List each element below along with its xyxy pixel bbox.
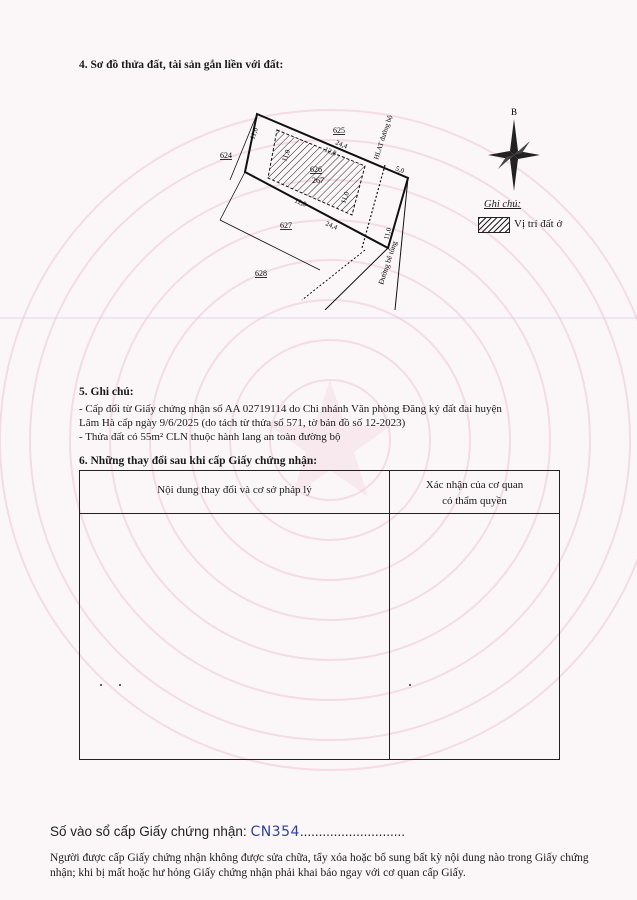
svg-text:T: T	[493, 147, 497, 153]
svg-text:B: B	[511, 107, 518, 117]
registry-number-line	[50, 824, 405, 840]
boundary-627	[220, 172, 245, 220]
parcel-label-625: 625	[333, 126, 345, 135]
legend-hatch-swatch	[478, 217, 510, 233]
section5-notes	[79, 402, 579, 444]
section6-title: 6. Những thay đổi sau khi cấp Giấy chứng nhận:	[79, 455, 318, 467]
warning-text: Người được cấp Giấy chứng nhận không được sửa chữa, tẩy xóa hoặc bổ sung bất kỳ nội dung nào trong Giấy chứng nhận; khi bị mất hoặc hư hỏng Giấy chứng nhận phải khai báo ngay với cơ quan cấp Giấy.	[50, 852, 589, 879]
registry-label: Số vào sổ cấp Giấy chứng nhận:	[50, 824, 247, 839]
compass-rose-icon	[482, 105, 546, 197]
speck	[409, 684, 411, 686]
note-line-3: - Thửa đất có 55m² CLN thuộc hành lang an toàn đường bộ	[79, 431, 341, 443]
road-edge-dotted	[302, 250, 365, 300]
boundary-624	[230, 114, 257, 180]
parcel-label-624: 624	[220, 151, 232, 160]
boundary-628	[220, 220, 320, 270]
note-line-1: - Cấp đổi từ Giấy chứng nhận số AA 02719114 do Chi nhánh Văn phòng Đăng ký đất đai huyện	[79, 403, 502, 415]
parcel-diagram	[190, 100, 450, 310]
road-label: Đường bê tông	[376, 239, 399, 286]
svg-text:Đ: Đ	[527, 147, 532, 153]
hlat-label: HLAT đường bộ	[372, 114, 395, 161]
hlat-line	[362, 165, 385, 248]
svg-text:N: N	[517, 171, 522, 177]
dim-inner-left: 11,0	[280, 148, 292, 163]
registry-number: CN354	[250, 824, 300, 840]
parcel-label-267: 267	[312, 176, 324, 185]
dim-5: 5,0	[394, 164, 406, 176]
speck	[100, 684, 102, 686]
changes-table	[79, 470, 560, 760]
dim-top-12: 12,8	[323, 145, 338, 158]
note-line-2: Lâm Hà cấp ngày 9/6/2025 (do tách từ thửa số 571, tờ bản đồ số 12-2023)	[79, 417, 406, 429]
dim-left: 11,0	[248, 126, 260, 141]
legend-item: Vị trí đất ở	[514, 218, 563, 230]
registry-dots: ............................	[299, 824, 405, 839]
parcel-label-626: 626	[310, 165, 322, 174]
legend-title: Ghi chú:	[484, 199, 522, 210]
dim-bottom-12: 12,8	[293, 196, 308, 209]
speck	[119, 684, 121, 686]
dim-top-24: 24,4	[334, 138, 349, 151]
col-header-changes: Nội dung thay đổi và cơ sở pháp lý	[157, 484, 312, 496]
table-divider	[389, 471, 390, 759]
dim-right: 11,0	[382, 226, 394, 241]
section5-title: 5. Ghi chú:	[79, 386, 134, 398]
col-header-authority: Xác nhận của cơ quan có thẩm quyền	[425, 479, 524, 507]
parcel-label-628: 628	[255, 269, 267, 278]
parcel-label-627: 627	[280, 221, 292, 230]
dim-inner-right: 11,0	[339, 190, 351, 205]
dim-bottom-24: 24,4	[324, 219, 339, 232]
section4-title: 4. Sơ đồ thửa đất, tài sản gắn liền với đất:	[79, 59, 284, 71]
